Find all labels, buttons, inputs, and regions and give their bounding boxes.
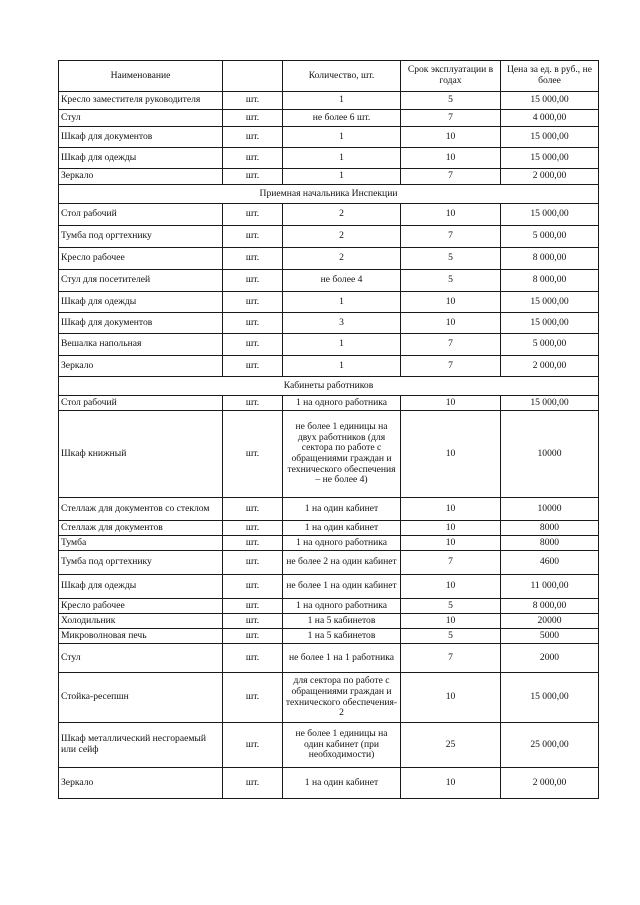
item-quantity: 1 на один кабинет xyxy=(283,498,401,521)
item-unit-price: 8000 xyxy=(501,521,599,536)
table-row xyxy=(59,92,599,110)
table-row xyxy=(59,110,599,127)
item-service-life: 7 xyxy=(401,356,501,377)
table-row xyxy=(59,644,599,673)
section-title: Кабинеты работников xyxy=(59,377,599,396)
item-unit-price: 15 000,00 xyxy=(501,127,599,148)
item-name: Шкаф для одежды xyxy=(59,148,223,169)
item-quantity: для сектора по работе с обращениями граждан и технического обеспечения- 2 xyxy=(283,673,401,723)
item-quantity: 1 xyxy=(283,169,401,185)
item-service-life: 10 xyxy=(401,396,501,411)
item-name: Стеллаж для документов xyxy=(59,521,223,536)
item-service-life: 10 xyxy=(401,292,501,313)
item-unit: шт. xyxy=(223,536,283,551)
item-unit: шт. xyxy=(223,248,283,270)
item-unit-price: 15 000,00 xyxy=(501,673,599,723)
item-unit: шт. xyxy=(223,614,283,629)
table-row xyxy=(59,599,599,614)
table-row xyxy=(59,396,599,411)
item-name: Холодильник xyxy=(59,614,223,629)
item-unit-price: 20000 xyxy=(501,614,599,629)
table-row xyxy=(59,169,599,185)
section-header-row xyxy=(59,377,599,396)
item-unit-price: 15 000,00 xyxy=(501,313,599,334)
item-unit: шт. xyxy=(223,92,283,110)
item-unit-price: 15 000,00 xyxy=(501,92,599,110)
item-name: Шкаф для одежды xyxy=(59,575,223,599)
section-title: Приемная начальника Инспекции xyxy=(59,185,599,204)
item-service-life: 5 xyxy=(401,629,501,644)
item-name: Зеркало xyxy=(59,768,223,799)
item-service-life: 7 xyxy=(401,551,501,575)
item-service-life: 10 xyxy=(401,536,501,551)
item-unit: шт. xyxy=(223,629,283,644)
item-unit-price: 8000 xyxy=(501,536,599,551)
item-unit-price: 25 000,00 xyxy=(501,723,599,768)
item-quantity: 1 xyxy=(283,148,401,169)
item-service-life: 5 xyxy=(401,92,501,110)
item-unit: шт. xyxy=(223,411,283,498)
item-quantity: не более 1 на один кабинет xyxy=(283,575,401,599)
item-unit-price: 15 000,00 xyxy=(501,396,599,411)
item-quantity: 2 xyxy=(283,248,401,270)
table-row xyxy=(59,313,599,334)
item-name: Кресло рабочее xyxy=(59,599,223,614)
item-unit-price: 4 000,00 xyxy=(501,110,599,127)
table-row xyxy=(59,768,599,799)
item-quantity: не более 2 на один кабинет xyxy=(283,551,401,575)
item-name: Вешалка напольная xyxy=(59,334,223,356)
item-quantity: 1 xyxy=(283,356,401,377)
table-row xyxy=(59,356,599,377)
item-name: Тумба под оргтехнику xyxy=(59,551,223,575)
item-service-life: 7 xyxy=(401,226,501,248)
table-row xyxy=(59,723,599,768)
item-unit-price: 15 000,00 xyxy=(501,204,599,226)
table-row xyxy=(59,629,599,644)
item-unit: шт. xyxy=(223,551,283,575)
table-row xyxy=(59,411,599,498)
item-name: Тумба под оргтехнику xyxy=(59,226,223,248)
item-service-life: 10 xyxy=(401,204,501,226)
item-unit: шт. xyxy=(223,498,283,521)
item-service-life: 10 xyxy=(401,521,501,536)
table-row xyxy=(59,292,599,313)
item-name: Стол рабочий xyxy=(59,204,223,226)
item-quantity: не более 1 на 1 работника xyxy=(283,644,401,673)
item-service-life: 10 xyxy=(401,614,501,629)
item-unit-price: 8 000,00 xyxy=(501,270,599,292)
item-unit: шт. xyxy=(223,575,283,599)
item-quantity: не более 6 шт. xyxy=(283,110,401,127)
item-unit-price: 2 000,00 xyxy=(501,768,599,799)
item-quantity: 1 xyxy=(283,292,401,313)
table-row xyxy=(59,614,599,629)
item-quantity: 2 xyxy=(283,226,401,248)
table-row xyxy=(59,270,599,292)
item-service-life: 5 xyxy=(401,248,501,270)
table-row xyxy=(59,536,599,551)
table-header-row xyxy=(59,61,599,92)
item-unit: шт. xyxy=(223,226,283,248)
section-header-row xyxy=(59,185,599,204)
item-service-life: 7 xyxy=(401,334,501,356)
item-service-life: 10 xyxy=(401,498,501,521)
item-unit: шт. xyxy=(223,334,283,356)
item-unit-price: 15 000,00 xyxy=(501,148,599,169)
table-row xyxy=(59,204,599,226)
table-row xyxy=(59,575,599,599)
item-unit-price: 8 000,00 xyxy=(501,248,599,270)
item-unit: шт. xyxy=(223,673,283,723)
furniture-norms-table xyxy=(58,60,599,799)
item-unit: шт. xyxy=(223,521,283,536)
item-name: Шкаф для одежды xyxy=(59,292,223,313)
header-quantity: Количество, шт. xyxy=(283,61,401,92)
item-name: Стул xyxy=(59,110,223,127)
item-service-life: 5 xyxy=(401,270,501,292)
item-unit: шт. xyxy=(223,204,283,226)
item-name: Тумба xyxy=(59,536,223,551)
item-unit-price: 11 000,00 xyxy=(501,575,599,599)
item-quantity: 1 на один кабинет xyxy=(283,521,401,536)
item-name: Шкаф для документов xyxy=(59,127,223,148)
item-service-life: 10 xyxy=(401,148,501,169)
item-name: Стул для посетителей xyxy=(59,270,223,292)
item-quantity: 1 xyxy=(283,92,401,110)
item-quantity: 1 на одного работника xyxy=(283,536,401,551)
item-name: Стеллаж для документов со стеклом xyxy=(59,498,223,521)
table-row xyxy=(59,248,599,270)
item-unit: шт. xyxy=(223,169,283,185)
item-quantity: 1 на один кабинет xyxy=(283,768,401,799)
table-row xyxy=(59,498,599,521)
item-unit: шт. xyxy=(223,270,283,292)
header-unit xyxy=(223,61,283,92)
item-quantity: 1 на 5 кабинетов xyxy=(283,614,401,629)
item-service-life: 5 xyxy=(401,599,501,614)
item-unit: шт. xyxy=(223,356,283,377)
item-unit-price: 5 000,00 xyxy=(501,334,599,356)
item-unit: шт. xyxy=(223,599,283,614)
item-service-life: 7 xyxy=(401,644,501,673)
item-unit: шт. xyxy=(223,644,283,673)
item-service-life: 7 xyxy=(401,110,501,127)
item-unit: шт. xyxy=(223,723,283,768)
item-quantity: 1 xyxy=(283,127,401,148)
table-row xyxy=(59,521,599,536)
item-service-life: 10 xyxy=(401,411,501,498)
item-unit: шт. xyxy=(223,313,283,334)
item-service-life: 10 xyxy=(401,768,501,799)
item-unit-price: 10000 xyxy=(501,498,599,521)
item-name: Стул xyxy=(59,644,223,673)
header-service-life: Срок эксплуатации в годах xyxy=(401,61,501,92)
item-unit: шт. xyxy=(223,110,283,127)
item-quantity: 1 на 5 кабинетов xyxy=(283,629,401,644)
header-name: Наименование xyxy=(59,61,223,92)
item-quantity: 1 на одного работника xyxy=(283,599,401,614)
item-unit-price: 10000 xyxy=(501,411,599,498)
table-row xyxy=(59,148,599,169)
table-row xyxy=(59,551,599,575)
item-quantity: 2 xyxy=(283,204,401,226)
item-unit: шт. xyxy=(223,396,283,411)
item-name: Кресло заместителя руководителя xyxy=(59,92,223,110)
item-name: Стол рабочий xyxy=(59,396,223,411)
item-quantity: 1 на одного работника xyxy=(283,396,401,411)
item-unit-price: 2 000,00 xyxy=(501,169,599,185)
item-unit-price: 5 000,00 xyxy=(501,226,599,248)
item-quantity: не более 1 единицы на один кабинет (при необходимости) xyxy=(283,723,401,768)
item-unit-price: 8 000,00 xyxy=(501,599,599,614)
item-service-life: 10 xyxy=(401,673,501,723)
item-unit: шт. xyxy=(223,768,283,799)
item-name: Шкаф для документов xyxy=(59,313,223,334)
table-row xyxy=(59,334,599,356)
item-name: Кресло рабочее xyxy=(59,248,223,270)
item-quantity: не более 1 единицы на двух работников (для сектора по работе с обращениями граждан и технического обеспечения – не более 4) xyxy=(283,411,401,498)
item-unit: шт. xyxy=(223,292,283,313)
item-service-life: 7 xyxy=(401,169,501,185)
item-service-life: 10 xyxy=(401,575,501,599)
item-service-life: 10 xyxy=(401,127,501,148)
item-name: Шкаф металлический несгораемый или сейф xyxy=(59,723,223,768)
item-quantity: не более 4 xyxy=(283,270,401,292)
item-name: Зеркало xyxy=(59,356,223,377)
item-quantity: 1 xyxy=(283,334,401,356)
item-quantity: 3 xyxy=(283,313,401,334)
item-service-life: 25 xyxy=(401,723,501,768)
item-name: Стойка-ресепшн xyxy=(59,673,223,723)
item-unit: шт. xyxy=(223,127,283,148)
item-name: Микроволновая печь xyxy=(59,629,223,644)
item-name: Шкаф книжный xyxy=(59,411,223,498)
table-row xyxy=(59,127,599,148)
table-row xyxy=(59,673,599,723)
item-service-life: 10 xyxy=(401,313,501,334)
item-unit-price: 15 000,00 xyxy=(501,292,599,313)
header-unit-price: Цена за ед. в руб., не более xyxy=(501,61,599,92)
item-unit-price: 5000 xyxy=(501,629,599,644)
item-unit-price: 4600 xyxy=(501,551,599,575)
table-row xyxy=(59,226,599,248)
item-unit-price: 2000 xyxy=(501,644,599,673)
item-unit-price: 2 000,00 xyxy=(501,356,599,377)
item-unit: шт. xyxy=(223,148,283,169)
item-name: Зеркало xyxy=(59,169,223,185)
